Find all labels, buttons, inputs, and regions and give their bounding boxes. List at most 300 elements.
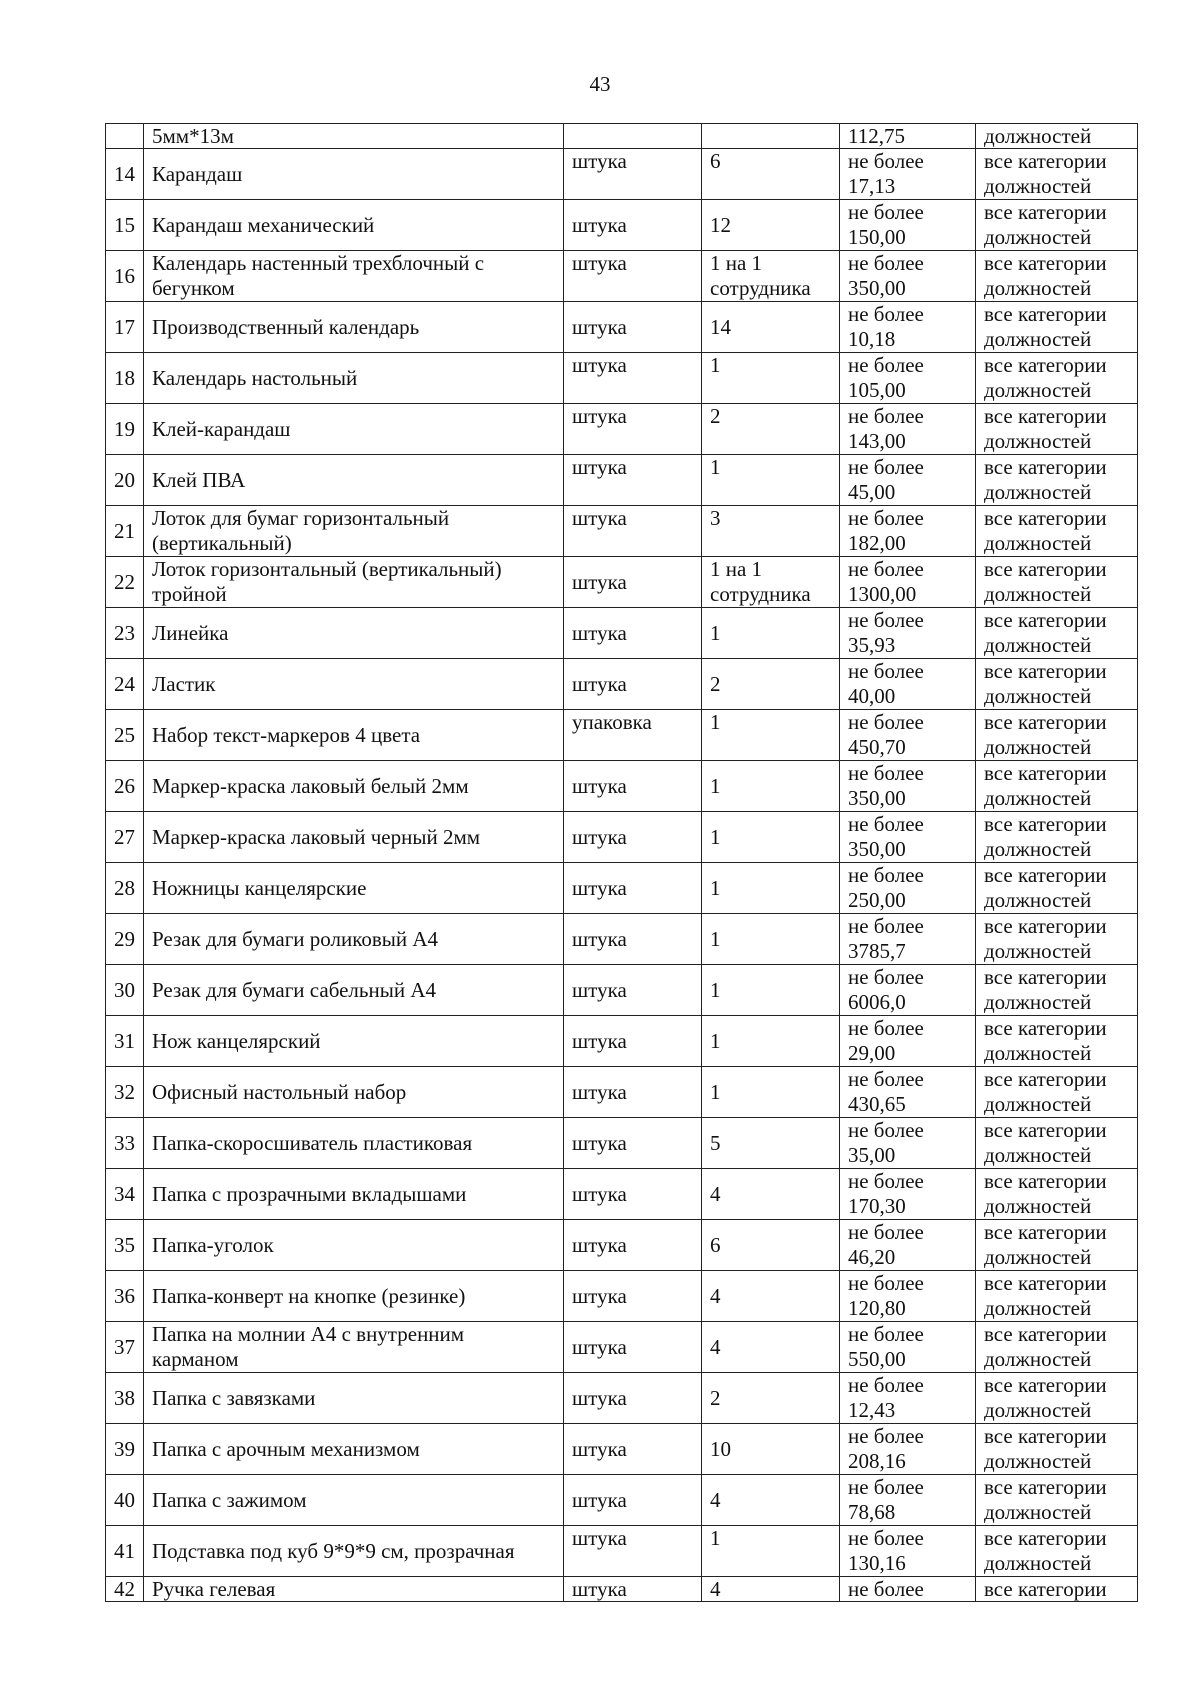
cell-price-line-2: 29,00 <box>848 1041 896 1065</box>
cell-name: Линейка <box>144 608 564 659</box>
table-row <box>106 659 1138 710</box>
cell-price-line-1: не более <box>848 608 924 632</box>
cell-category-line-2: должностей <box>984 939 1092 963</box>
cell-price-line-2: 17,13 <box>848 174 896 198</box>
cell-category-line-1: все категории <box>984 149 1107 173</box>
cell-category-line-1: все категории <box>984 353 1107 377</box>
table-row <box>106 302 1138 353</box>
cell-price <box>840 863 976 914</box>
cell-quantity: 5 <box>702 1118 840 1169</box>
cell-price-line-1: не более <box>848 761 924 785</box>
table-row <box>106 863 1138 914</box>
cell-category-line-1: все категории <box>984 404 1107 428</box>
cell-quantity: 1 <box>702 1016 840 1067</box>
cell-price-line-2: 105,00 <box>848 378 906 402</box>
table-row <box>106 914 1138 965</box>
cell-unit: штука <box>564 659 702 710</box>
cell-category <box>976 659 1138 710</box>
cell-price-line-1: не более <box>848 914 924 938</box>
cell-price-line-1: не более <box>848 251 924 275</box>
cell-category <box>976 1424 1138 1475</box>
cell-category-line-1: все категории <box>984 1424 1107 1448</box>
cell-price-line-2: 130,16 <box>848 1551 906 1575</box>
cell-category-line-1: все категории <box>984 710 1107 734</box>
cell-category <box>976 404 1138 455</box>
cell-category-line-1: все категории <box>984 1526 1107 1550</box>
table-row-last <box>106 1577 1138 1602</box>
table-row <box>106 608 1138 659</box>
cell-unit: штука <box>564 1424 702 1475</box>
cell-category: должностей <box>976 124 1138 149</box>
cell-unit: штука <box>564 353 702 404</box>
cell-unit: штука <box>564 506 702 557</box>
cell-price-line-2: 45,00 <box>848 480 896 504</box>
cell-category-line-2: должностей <box>984 429 1092 453</box>
cell-quantity: 1 на 1 сотрудника <box>702 251 840 302</box>
cell-price-line-1: не более <box>848 506 924 530</box>
cell-category-line-2: должностей <box>984 480 1092 504</box>
cell-quantity: 4 <box>702 1322 840 1373</box>
cell-unit: штука <box>564 1067 702 1118</box>
cell-price-line-2: 170,30 <box>848 1194 906 1218</box>
cell-number <box>106 124 144 149</box>
cell-category <box>976 761 1138 812</box>
cell-price <box>840 353 976 404</box>
cell-price-line-2: 450,70 <box>848 735 906 759</box>
cell-quantity: 1 <box>702 914 840 965</box>
table-row <box>106 812 1138 863</box>
cell-number: 37 <box>106 1322 144 1373</box>
cell-unit: штука <box>564 200 702 251</box>
cell-name: Папка с прозрачными вкладышами <box>144 1169 564 1220</box>
cell-category-line-2: должностей <box>984 531 1092 555</box>
cell-category-line-1: все категории <box>984 1271 1107 1295</box>
cell-category <box>976 710 1138 761</box>
cell-price-line-2: 12,43 <box>848 1398 896 1422</box>
cell-price-line-1: не более <box>848 302 924 326</box>
cell-price-line-1: не более <box>848 1169 924 1193</box>
cell-quantity: 1 <box>702 353 840 404</box>
cell-price-line-1: не более <box>848 1118 924 1142</box>
cell-price-line-2: 350,00 <box>848 276 906 300</box>
cell-category-line-2: должностей <box>984 1347 1092 1371</box>
cell-name: Клей ПВА <box>144 455 564 506</box>
cell-name: Лоток горизонтальный (вертикальный) тройной <box>144 557 564 608</box>
cell-price-line-1: не более <box>848 1271 924 1295</box>
cell-category-line-2: должностей <box>984 1245 1092 1269</box>
cell-unit: штука <box>564 1016 702 1067</box>
cell-unit: штука <box>564 914 702 965</box>
cell-category <box>976 1475 1138 1526</box>
cell-quantity: 14 <box>702 302 840 353</box>
cell-unit: штука <box>564 1373 702 1424</box>
cell-unit: штука <box>564 1271 702 1322</box>
cell-category-line-1: все категории <box>984 200 1107 224</box>
cell-category <box>976 1373 1138 1424</box>
cell-category-line-1: все категории <box>984 1475 1107 1499</box>
cell-quantity: 1 <box>702 812 840 863</box>
cell-category <box>976 1526 1138 1577</box>
cell-number: 29 <box>106 914 144 965</box>
table-row <box>106 455 1138 506</box>
cell-name: 5мм*13м <box>144 124 564 149</box>
cell-number: 15 <box>106 200 144 251</box>
cell-price-line-2: 350,00 <box>848 786 906 810</box>
cell-name: Папка на молнии А4 с внутренним карманом <box>144 1322 564 1373</box>
cell-number: 35 <box>106 1220 144 1271</box>
cell-price <box>840 149 976 200</box>
cell-price-line-1: не более <box>848 1475 924 1499</box>
cell-quantity: 10 <box>702 1424 840 1475</box>
cell-name: Лоток для бумаг горизонтальный (вертикальный) <box>144 506 564 557</box>
cell-number: 21 <box>106 506 144 557</box>
cell-price: не более <box>840 1577 976 1602</box>
cell-price <box>840 1169 976 1220</box>
cell-number: 19 <box>106 404 144 455</box>
cell-price <box>840 1373 976 1424</box>
cell-category <box>976 455 1138 506</box>
cell-price <box>840 557 976 608</box>
cell-unit: штука <box>564 1220 702 1271</box>
table-row <box>106 251 1138 302</box>
cell-category-line-1: все категории <box>984 455 1107 479</box>
cell-price <box>840 1526 976 1577</box>
table-row <box>106 1475 1138 1526</box>
cell-category-line-2: должностей <box>984 1398 1092 1422</box>
cell-unit: штука <box>564 1118 702 1169</box>
table-row <box>106 1373 1138 1424</box>
cell-name: Резак для бумаги роликовый А4 <box>144 914 564 965</box>
cell-category <box>976 1322 1138 1373</box>
cell-price-line-2: 250,00 <box>848 888 906 912</box>
cell-name: Клей-карандаш <box>144 404 564 455</box>
cell-price <box>840 608 976 659</box>
cell-price-line-1: не более <box>848 812 924 836</box>
cell-price-line-2: 35,93 <box>848 633 896 657</box>
cell-price-line-2: 208,16 <box>848 1449 906 1473</box>
cell-unit: штука <box>564 149 702 200</box>
cell-price-line-1: не более <box>848 1016 924 1040</box>
cell-category-line-1: все категории <box>984 1169 1107 1193</box>
cell-name: Календарь настольный <box>144 353 564 404</box>
cell-name: Папка с зажимом <box>144 1475 564 1526</box>
cell-name: Производственный календарь <box>144 302 564 353</box>
cell-price-line-1: не более <box>848 200 924 224</box>
cell-category <box>976 302 1138 353</box>
cell-price <box>840 914 976 965</box>
table-row <box>106 404 1138 455</box>
table-body <box>106 124 1138 1602</box>
page-number: 43 <box>589 72 611 96</box>
cell-category-line-2: должностей <box>984 582 1092 606</box>
cell-price <box>840 1118 976 1169</box>
cell-category <box>976 863 1138 914</box>
cell-category <box>976 149 1138 200</box>
cell-category-line-2: должностей <box>984 1194 1092 1218</box>
cell-price-line-1: не более <box>848 863 924 887</box>
cell-quantity: 4 <box>702 1475 840 1526</box>
cell-unit: штука <box>564 302 702 353</box>
cell-category-line-1: все категории <box>984 302 1107 326</box>
cell-quantity: 1 на 1 сотрудника <box>702 557 840 608</box>
cell-quantity: 6 <box>702 1220 840 1271</box>
cell-unit: штука <box>564 455 702 506</box>
cell-number: 26 <box>106 761 144 812</box>
cell-name: Папка с завязками <box>144 1373 564 1424</box>
cell-price <box>840 710 976 761</box>
cell-name: Ручка гелевая <box>144 1577 564 1602</box>
cell-category-line-1: все категории <box>984 1016 1107 1040</box>
cell-number: 40 <box>106 1475 144 1526</box>
cell-number: 28 <box>106 863 144 914</box>
cell-quantity: 3 <box>702 506 840 557</box>
cell-number: 31 <box>106 1016 144 1067</box>
cell-name: Ластик <box>144 659 564 710</box>
table-row <box>106 200 1138 251</box>
cell-category-line-2: должностей <box>984 1092 1092 1116</box>
cell-name: Подставка под куб 9*9*9 см, прозрачная <box>144 1526 564 1577</box>
cell-name: Набор текст-маркеров 4 цвета <box>144 710 564 761</box>
table-row <box>106 506 1138 557</box>
cell-price-line-2: 430,65 <box>848 1092 906 1116</box>
cell-number: 32 <box>106 1067 144 1118</box>
cell-price-line-2: 35,00 <box>848 1143 896 1167</box>
cell-price-line-2: 40,00 <box>848 684 896 708</box>
cell-price-line-1: не более <box>848 455 924 479</box>
cell-name: Папка-конверт на кнопке (резинке) <box>144 1271 564 1322</box>
cell-category <box>976 251 1138 302</box>
cell-quantity: 1 <box>702 455 840 506</box>
cell-category-line-2: должностей <box>984 1143 1092 1167</box>
cell-name: Нож канцелярский <box>144 1016 564 1067</box>
cell-number: 33 <box>106 1118 144 1169</box>
table-row <box>106 1118 1138 1169</box>
cell-price <box>840 455 976 506</box>
cell-category-line-2: должностей <box>984 633 1092 657</box>
cell-number: 14 <box>106 149 144 200</box>
cell-name: Ножницы канцелярские <box>144 863 564 914</box>
cell-number: 34 <box>106 1169 144 1220</box>
cell-category-line-2: должностей <box>984 327 1092 351</box>
cell-number: 23 <box>106 608 144 659</box>
cell-price-line-2: 10,18 <box>848 327 896 351</box>
cell-category-line-1: все категории <box>984 812 1107 836</box>
cell-price <box>840 1271 976 1322</box>
cell-price <box>840 506 976 557</box>
cell-name: Папка-уголок <box>144 1220 564 1271</box>
cell-price-line-1: не более <box>848 404 924 428</box>
cell-price-line-1: не более <box>848 1220 924 1244</box>
cell-price-line-1: не более <box>848 557 924 581</box>
cell-quantity: 2 <box>702 404 840 455</box>
cell-category <box>976 506 1138 557</box>
cell-price-line-2: 550,00 <box>848 1347 906 1371</box>
cell-category <box>976 608 1138 659</box>
table-row <box>106 1220 1138 1271</box>
cell-number: 20 <box>106 455 144 506</box>
cell-category-line-2: должностей <box>984 888 1092 912</box>
cell-category-line-1: все категории <box>984 557 1107 581</box>
cell-price-line-1: не более <box>848 659 924 683</box>
cell-unit: штука <box>564 557 702 608</box>
cell-category <box>976 812 1138 863</box>
table-row <box>106 710 1138 761</box>
cell-price <box>840 1475 976 1526</box>
cell-name: Карандаш <box>144 149 564 200</box>
cell-category-line-2: должностей <box>984 1449 1092 1473</box>
cell-price <box>840 1067 976 1118</box>
table-row <box>106 557 1138 608</box>
cell-category: все категории <box>976 1577 1138 1602</box>
cell-category-line-1: все категории <box>984 914 1107 938</box>
cell-category-line-2: должностей <box>984 735 1092 759</box>
cell-category <box>976 1118 1138 1169</box>
cell-price <box>840 200 976 251</box>
cell-price-line-1: не более <box>848 1424 924 1448</box>
cell-price-line-1: не более <box>848 1373 924 1397</box>
table-row <box>106 353 1138 404</box>
cell-category-line-2: должностей <box>984 225 1092 249</box>
cell-price <box>840 659 976 710</box>
cell-price-line-2: 1300,00 <box>848 582 917 606</box>
cell-unit: штука <box>564 1475 702 1526</box>
cell-unit: штука <box>564 965 702 1016</box>
cell-price-line-1: не более <box>848 353 924 377</box>
cell-price-line-2: 120,80 <box>848 1296 906 1320</box>
cell-name: Маркер-краска лаковый черный 2мм <box>144 812 564 863</box>
cell-category-line-1: все категории <box>984 761 1107 785</box>
cell-unit: штука <box>564 1169 702 1220</box>
cell-price: 112,75 <box>840 124 976 149</box>
table-row <box>106 1067 1138 1118</box>
cell-number: 24 <box>106 659 144 710</box>
cell-number: 25 <box>106 710 144 761</box>
cell-number: 30 <box>106 965 144 1016</box>
cell-category-line-2: должностей <box>984 1500 1092 1524</box>
cell-price <box>840 302 976 353</box>
cell-category-line-1: все категории <box>984 659 1107 683</box>
cell-name: Маркер-краска лаковый белый 2мм <box>144 761 564 812</box>
cell-quantity: 1 <box>702 1067 840 1118</box>
cell-unit <box>564 124 702 149</box>
cell-category <box>976 1169 1138 1220</box>
cell-category-line-1: все категории <box>984 1067 1107 1091</box>
cell-unit: штука <box>564 251 702 302</box>
cell-category <box>976 353 1138 404</box>
cell-quantity: 2 <box>702 1373 840 1424</box>
cell-category <box>976 965 1138 1016</box>
cell-quantity: 1 <box>702 965 840 1016</box>
cell-number: 17 <box>106 302 144 353</box>
cell-quantity: 4 <box>702 1271 840 1322</box>
cell-quantity: 6 <box>702 149 840 200</box>
cell-name: Офисный настольный набор <box>144 1067 564 1118</box>
cell-number: 41 <box>106 1526 144 1577</box>
cell-name: Папка с арочным механизмом <box>144 1424 564 1475</box>
cell-number: 39 <box>106 1424 144 1475</box>
cell-quantity: 4 <box>702 1169 840 1220</box>
cell-price-line-2: 6006,0 <box>848 990 906 1014</box>
cell-price <box>840 812 976 863</box>
cell-number: 27 <box>106 812 144 863</box>
cell-quantity: 1 <box>702 608 840 659</box>
cell-category-line-2: должностей <box>984 1041 1092 1065</box>
cell-quantity: 12 <box>702 200 840 251</box>
cell-price-line-2: 3785,7 <box>848 939 906 963</box>
cell-price <box>840 1220 976 1271</box>
cell-category-line-2: должностей <box>984 378 1092 402</box>
cell-price <box>840 404 976 455</box>
cell-category-line-1: все категории <box>984 1322 1107 1346</box>
cell-category-line-1: все категории <box>984 1373 1107 1397</box>
table-row <box>106 1271 1138 1322</box>
cell-price-line-2: 78,68 <box>848 1500 896 1524</box>
cell-name: Папка-скоросшиватель пластиковая <box>144 1118 564 1169</box>
cell-category-line-2: должностей <box>984 684 1092 708</box>
cell-price-line-2: 150,00 <box>848 225 906 249</box>
cell-price-line-1: не более <box>848 1526 924 1550</box>
cell-category <box>976 914 1138 965</box>
cell-price-line-2: 182,00 <box>848 531 906 555</box>
cell-category <box>976 1067 1138 1118</box>
cell-number: 16 <box>106 251 144 302</box>
cell-quantity: 1 <box>702 863 840 914</box>
cell-price <box>840 1322 976 1373</box>
cell-price-line-1: не более <box>848 1322 924 1346</box>
cell-price-line-1: не более <box>848 965 924 989</box>
table-row <box>106 1016 1138 1067</box>
table-row <box>106 1322 1138 1373</box>
cell-price <box>840 1424 976 1475</box>
cell-category-line-2: должностей <box>984 837 1092 861</box>
cell-category-line-2: должностей <box>984 276 1092 300</box>
cell-price <box>840 1016 976 1067</box>
cell-number: 36 <box>106 1271 144 1322</box>
cell-category <box>976 200 1138 251</box>
cell-unit: штука <box>564 404 702 455</box>
cell-number: 42 <box>106 1577 144 1602</box>
cell-category-line-2: должностей <box>984 786 1092 810</box>
cell-price <box>840 761 976 812</box>
cell-category-line-1: все категории <box>984 1220 1107 1244</box>
cell-quantity <box>702 124 840 149</box>
cell-unit: упаковка <box>564 710 702 761</box>
cell-price-line-1: не более <box>848 1067 924 1091</box>
cell-category-line-1: все категории <box>984 251 1107 275</box>
cell-category-line-2: должностей <box>984 1296 1092 1320</box>
cell-category <box>976 1220 1138 1271</box>
cell-price-line-2: 143,00 <box>848 429 906 453</box>
cell-unit: штука <box>564 812 702 863</box>
cell-category <box>976 557 1138 608</box>
cell-category-line-1: все категории <box>984 965 1107 989</box>
supplies-table <box>105 123 1138 1602</box>
cell-unit: штука <box>564 1526 702 1577</box>
cell-unit: штука <box>564 761 702 812</box>
cell-price <box>840 965 976 1016</box>
cell-name: Карандаш механический <box>144 200 564 251</box>
cell-category-line-2: должностей <box>984 174 1092 198</box>
cell-name: Календарь настенный трехблочный с бегунком <box>144 251 564 302</box>
cell-category-line-1: все категории <box>984 1118 1107 1142</box>
cell-price-line-1: не более <box>848 710 924 734</box>
table-row <box>106 761 1138 812</box>
cell-price-line-2: 350,00 <box>848 837 906 861</box>
cell-category-line-1: все категории <box>984 506 1107 530</box>
cell-quantity: 2 <box>702 659 840 710</box>
cell-category-line-2: должностей <box>984 1551 1092 1575</box>
cell-quantity: 1 <box>702 710 840 761</box>
